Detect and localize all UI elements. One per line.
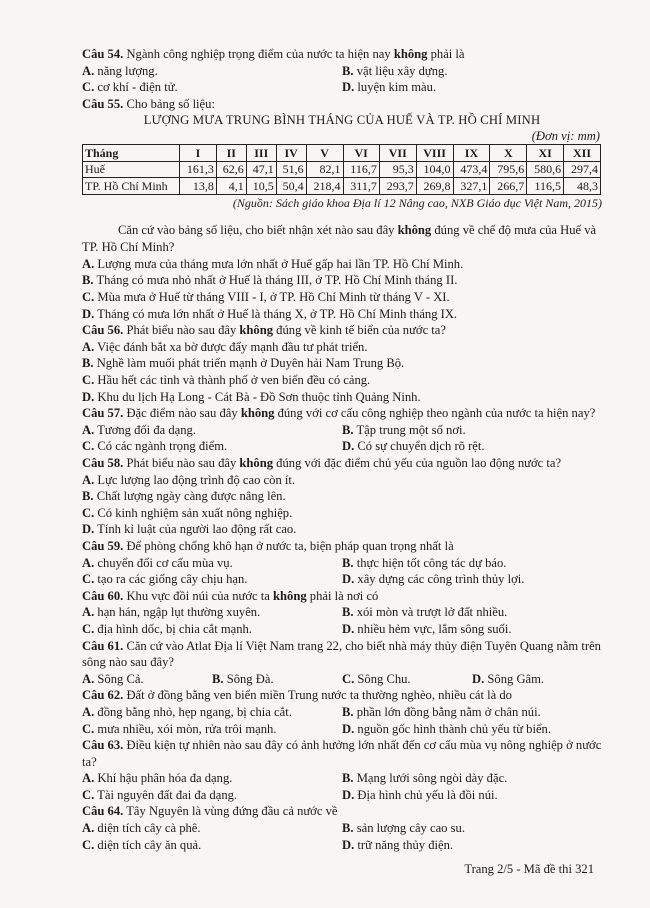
col-header: X [490, 145, 527, 162]
question-64: Câu 64. Tây Nguyên là vùng đứng đầu cả nước về [82, 804, 338, 819]
table-cell: 218,4 [306, 178, 343, 195]
option-b: B. Chất lượng ngày càng được nâng lên. [82, 489, 286, 504]
option-c: C. cơ khí - điện tử. [82, 80, 178, 95]
question-57: Câu 57. Đặc điểm nào sau đây không đúng với cơ cấu công nghiệp theo ngành của nước ta hiện nay? [82, 406, 596, 421]
option-a: A. diện tích cây cà phê. [82, 821, 201, 836]
table-unit: (Đơn vị: mm) [531, 129, 600, 144]
option-d: D. nhiều hẻm vực, lắm sông suối. [342, 621, 512, 636]
options-row [82, 555, 602, 572]
option-a: A. Việc đánh bắt xa bờ được đẩy mạnh đầu tư phát triển. [82, 339, 368, 354]
option-d: D. Tính kỉ luật của người lao động rất cao. [82, 522, 297, 537]
option-a: A. Lực lượng lao động trình độ cao còn ít. [82, 472, 296, 487]
question-55: Câu 55. Cho bảng số liệu: [82, 96, 215, 111]
col-header: V [306, 145, 343, 162]
option-d: D. xây dựng các công trình thủy lợi. [342, 572, 525, 587]
table-cell: 311,7 [343, 178, 379, 195]
table-cell: TP. Hồ Chí Minh [83, 178, 180, 195]
table-cell: 48,3 [564, 178, 601, 195]
option-a: A. đồng bằng nhỏ, hẹp ngang, bị chia cắt. [82, 704, 292, 719]
table-cell: 795,6 [490, 161, 527, 178]
option-d: D. Địa hình chủ yếu là đồi núi. [342, 787, 498, 802]
table-cell: 50,4 [276, 178, 306, 195]
table-row [83, 178, 601, 195]
table-cell: 104,0 [416, 161, 453, 178]
col-header: IX [453, 145, 490, 162]
col-header: III [246, 145, 276, 162]
table-cell: 51,6 [276, 161, 306, 178]
table-cell: 580,6 [527, 161, 564, 178]
question-61: Câu 61. Căn cứ vào Atlat Địa lí Việt Nam trang 22, cho biết nhà máy thủy điện Tuyên Quang nằm trên sông nào sau đây? [82, 638, 601, 670]
col-header: XI [527, 145, 564, 162]
option-d: D. Tháng có mưa lớn nhất ở Huế là tháng X, ở TP. Hồ Chí Minh tháng IX. [82, 306, 458, 321]
option-a: A. chuyển đổi cơ cấu mùa vụ. [82, 555, 233, 570]
option-b: B. thực hiện tốt công tác dự báo. [342, 555, 507, 570]
table-cell: 116,7 [343, 161, 379, 178]
col-header: VII [379, 145, 416, 162]
option-b: B. Tháng có mưa nhỏ nhất ở Huế là tháng III, ở TP. Hồ Chí Minh tháng II. [82, 273, 458, 288]
table-cell: 266,7 [490, 178, 527, 195]
options-row [82, 571, 602, 588]
question-54: Câu 54. Ngành công nghiệp trọng điểm của nước ta hiện nay không phải là [82, 47, 465, 61]
option-c: C. Tài nguyên đất đai đa dạng. [82, 787, 238, 802]
question-63: Câu 63. Điều kiện tự nhiên nào sau đây có ảnh hưởng lớn nhất đến cơ cấu mùa vụ nông nghiệp ở nước ta? [82, 738, 602, 769]
question-56: Câu 56. Phát biểu nào sau đây không đúng về kinh tế biển của nước ta? [82, 323, 446, 338]
option-d: D. trữ năng thủy điện. [342, 837, 454, 852]
table-cell: 82,1 [306, 161, 343, 178]
question-58: Câu 58. Phát biểu nào sau đây không đúng với đặc điểm chủ yếu của nguồn lao động nước ta? [82, 456, 562, 470]
table-cell: 293,7 [379, 178, 416, 195]
option-b: B. sản lượng cây cao su. [342, 821, 465, 836]
option-c: C. Mùa mưa ở Huế từ tháng VIII - I, ở TP. Hồ Chí Minh từ tháng V - XI. [82, 290, 450, 305]
option-c: C. Có các ngành trọng điểm. [82, 439, 228, 454]
option-a: A. hạn hán, ngập lụt thường xuyên. [82, 605, 261, 620]
table-cell: 10,5 [246, 178, 276, 195]
table-source: (Nguồn: Sách giáo khoa Địa lí 12 Nâng cao, NXB Giáo dục Việt Nam, 2015) [232, 195, 602, 210]
option-b: B. vật liệu xây dựng. [342, 63, 448, 78]
option-d: D. Có sự chuyển dịch rõ rệt. [342, 439, 485, 454]
question-62: Câu 62. Đất ở đồng bằng ven biển miền Trung nước ta thường nghèo, nhiều cát là do [82, 688, 512, 703]
options-row [82, 438, 602, 455]
options-row [82, 837, 602, 854]
question-60: Câu 60. Khu vực đồi núi của nước ta không phải là nơi có [82, 588, 379, 603]
table-cell: 62,6 [216, 161, 246, 178]
option-c: C. diện tích cây ăn quả. [82, 837, 202, 852]
table-cell: 13,8 [180, 178, 217, 195]
options-row [82, 787, 602, 804]
table-header-row [83, 145, 601, 162]
col-header: I [180, 145, 217, 162]
table-cell: 161,3 [180, 161, 217, 178]
option-c: C. Sông Chu. [342, 671, 411, 686]
table-cell: 297,4 [564, 161, 601, 178]
option-c: C. Hầu hết các tỉnh và thành phố ở ven biển đều có cảng. [82, 373, 371, 388]
option-c: C. tạo ra các giống cây chịu hạn. [82, 572, 248, 587]
table-cell: 327,1 [453, 178, 490, 195]
question-59: Câu 59. Để phòng chống khô hạn ở nước ta, biện pháp quan trọng nhất là [82, 538, 454, 553]
exam-page [82, 46, 602, 853]
table-cell: 116,5 [527, 178, 564, 195]
option-a: A. Tương đối đa dạng. [82, 422, 196, 437]
options-row [82, 79, 602, 96]
question-55-prompt: Căn cứ vào bảng số liệu, cho biết nhận xét nào sau đây không đúng về chế độ mưa của Huế và TP. Hồ Chí Minh? [82, 222, 597, 254]
col-header: VIII [416, 145, 453, 162]
options-row [82, 422, 602, 439]
options-row [82, 604, 602, 621]
rainfall-table [82, 144, 601, 195]
table-cell: 269,8 [416, 178, 453, 195]
option-b: B. phần lớn đồng bằng nằm ở chân núi. [342, 704, 541, 719]
options-row [82, 63, 602, 80]
option-b: B. Mạng lưới sông ngòi dày đặc. [342, 771, 508, 786]
col-header: VI [343, 145, 379, 162]
option-a: A. Khí hậu phân hóa đa dạng. [82, 771, 233, 786]
table-cell: 47,1 [246, 161, 276, 178]
option-b: B. xói mòn và trượt lở đất nhiều. [342, 605, 508, 620]
option-a: A. Lượng mưa của tháng mưa lớn nhất ở Huế gấp hai lần TP. Hồ Chí Minh. [82, 256, 464, 271]
table-title: LƯỢNG MƯA TRUNG BÌNH THÁNG CỦA HUẾ VÀ TP. HỒ CHÍ MINH [143, 113, 541, 128]
option-d: D. Khu du lịch Hạ Long - Cát Bà - Đồ Sơn thuộc tỉnh Quảng Ninh. [82, 389, 421, 404]
option-d: D. nguồn gốc hình thành chủ yếu từ biển. [342, 721, 551, 736]
table-cell: 473,4 [453, 161, 490, 178]
options-row [82, 721, 602, 738]
option-c: C. mưa nhiều, xói mòn, rửa trôi mạnh. [82, 721, 277, 736]
table-cell: 95,3 [379, 161, 416, 178]
options-row [82, 621, 602, 638]
table-cell: Huế [83, 161, 180, 178]
option-b: B. Sông Đà. [212, 671, 274, 686]
option-d: D. luyện kim màu. [342, 80, 437, 95]
option-a: A. năng lượng. [82, 63, 158, 78]
option-c: C. địa hình dốc, bị chia cắt mạnh. [82, 621, 252, 636]
option-d: D. Sông Gâm. [472, 671, 545, 686]
option-b: B. Tập trung một số nơi. [342, 422, 466, 437]
table-cell: 4,1 [216, 178, 246, 195]
option-b: B. Nghề làm muối phát triển mạnh ở Duyên hải Nam Trung Bộ. [82, 356, 405, 371]
page-footer: Trang 2/5 - Mã đề thi 321 [464, 862, 594, 876]
option-a: A. Sông Cả. [82, 671, 144, 686]
option-c: C. Có kinh nghiệm sản xuất nông nghiệp. [82, 505, 293, 520]
col-header: Tháng [83, 145, 180, 162]
options-row [82, 820, 602, 837]
col-header: XII [564, 145, 601, 162]
table-row [83, 161, 601, 178]
col-header: IV [276, 145, 306, 162]
options-row [82, 671, 602, 688]
options-row [82, 770, 602, 787]
options-row [82, 704, 602, 721]
col-header: II [216, 145, 246, 162]
